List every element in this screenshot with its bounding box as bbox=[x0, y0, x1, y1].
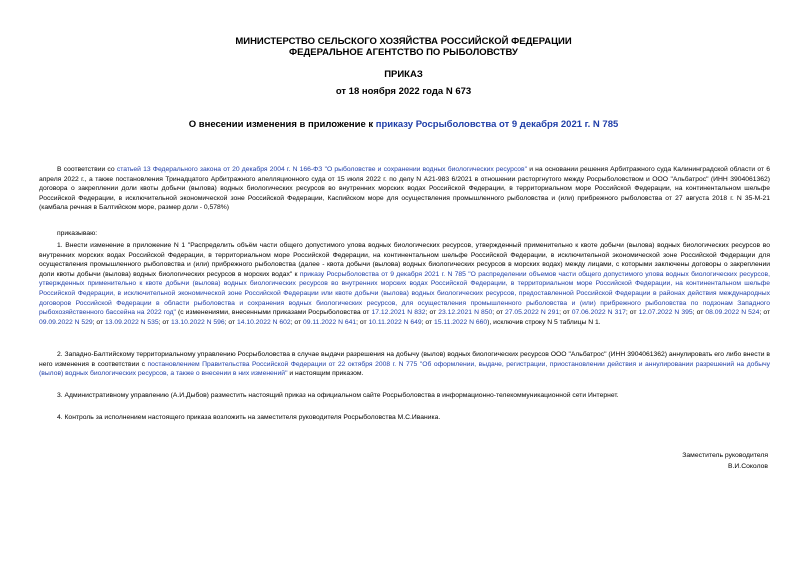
amendment-link[interactable]: 09.09.2022 N 529 bbox=[39, 318, 93, 326]
amendment-link[interactable]: 17.12.2021 N 832 bbox=[371, 309, 426, 317]
amendment-link[interactable]: 13.09.2022 N 535 bbox=[105, 318, 159, 326]
item-2-paragraph bbox=[39, 350, 770, 379]
preamble-text: и на основании решения Арбитражного суда Калининградской области от 6 апреля 2022 г., а также постановления Тринадцатого Арбитражного апелляционного суда от 15 июля 2022 г. по делу N А21-983 6/2021 в отношении расторгнутого между Росрыболовством и ООО "Альбатрос" (ИНН 3904061362) договора о закреплении доли квоты добычи (вылова) водных биологических ресурсов во внутренних морских водах Российской Федерации, в территориальном море Российской Федерации, на континентальном шельфе Российской Федерации, в исключительной экономической зоне Российской Федерации, Каспийском море для осуществления промышленного рыболовства и (или) прибрежного рыболовства от 27 августа 2018 г. N 35-М-21 (камбала речная в Балтийском море, размер доли - 0,578%) bbox=[39, 166, 770, 212]
item-1-text: (с изменениями, внесенными приказами Росрыболовства от bbox=[175, 309, 372, 317]
document-type: ПРИКАЗ bbox=[384, 69, 423, 80]
item-1-text: ; от bbox=[290, 318, 303, 326]
item-1-text: 1. Внести изменение в приложение N 1 "Распределить объём части общего допустимого улова водных биологических ресурсов, утвержденный применительно к квоте добычи (вылова) водных биологических ресурсов во внутренних морских водах Российской Федерации, в территориальном море Российской Федерации, на континентальном шельфе Российской Федерации, в исключительной экономической зоне Российской Федерации для осуществления промышленного рыболовства и (или) прибрежного рыболовства (далее - квота добычи (вылова) водных биологических ресурсов в морских водах) между лицами, с которыми заключены договоры о закреплении доли квоты добычи (вылова) водных биологических ресурсов в морских водах" к bbox=[39, 242, 770, 278]
amendment-link[interactable]: 10.11.2022 N 649 bbox=[368, 318, 422, 326]
item-1-text: ; от bbox=[625, 309, 639, 317]
item-1-text: ; от bbox=[158, 318, 171, 326]
item-1-text: ; от bbox=[421, 318, 434, 326]
item-1-text: ; от bbox=[492, 309, 506, 317]
amendment-link[interactable]: 14.10.2022 N 602 bbox=[237, 318, 291, 326]
item-2-text: 2. Западно-Балтийскому территориальному управлению Росрыболовства в случае выдачи разрешения на добычу (вылов) водных биологических ресурсов ООО "Альбатрос" (ИНН 3904061362) аннулировать его либо внести в него изменения в соответствии с bbox=[39, 351, 770, 368]
government-decree-link[interactable]: постановлением Правительства Российской Федерации от 22 октября 2008 г. N 775 "Об оформлении, выдаче, регистрации, приостановлении действия и аннулировании разрешений на добычу (вылов) водных биологических ресурсов, а также о внесении в них изменений" bbox=[39, 360, 770, 378]
item-1-text: ; от bbox=[759, 309, 771, 317]
law-link[interactable]: статьей 13 Федерального закона от 20 декабря 2004 г. N 166-ФЗ "О рыболовстве и сохранении водных биологических ресурсов" bbox=[116, 166, 528, 173]
item-3-paragraph: 3. Административному управлению (А.И.Дыбов) разместить настоящий приказ на официальном сайте Росрыболовства в информационно-телекоммуникационной сети Интернет. bbox=[57, 392, 619, 399]
preamble-paragraph bbox=[39, 165, 770, 213]
signature-position: Заместитель руководителя bbox=[682, 452, 768, 459]
title-link[interactable]: приказу Росрыболовства от 9 декабря 2021 г. N 785 bbox=[375, 119, 619, 130]
amendment-link[interactable]: 12.07.2022 N 395 bbox=[638, 309, 693, 317]
amendment-link[interactable]: 13.10.2022 N 596 bbox=[171, 318, 225, 326]
preamble-text: В соответствии со bbox=[57, 166, 117, 173]
order-word: приказываю: bbox=[57, 230, 98, 237]
document-title bbox=[0, 119, 807, 130]
order-785-link[interactable]: приказу Росрыболовства от 9 декабря 2021 г. N 785 "О распределении объемов части общего допустимого улова водных биологических ресурсов, утвержденных применительно к квоте добычи (вылова) водных биологических ресурсов во внутренних морских водах Российской Федерации, в территориальном море Российской Федерации, на континентальном шельфе Российской Федерации, в исключительной экономической зоне Российской Федерации или квоте добычи (вылова) водных биологических ресурсов, предоставленной Российской Федерации в районах действия международных договоров Российской Федерации в области рыболовства и сохранения водных биологических ресурсов, для осуществления промышленного рыболовства и (или) прибрежного рыболовства по подзонам Западного рыбохозяйственного бассейна на 2022 год" bbox=[39, 270, 770, 317]
item-1-text: ; от bbox=[92, 318, 105, 326]
ministry-heading: МИНИСТЕРСТВО СЕЛЬСКОГО ХОЗЯЙСТВА РОССИЙСКОЙ ФЕДЕРАЦИИ bbox=[235, 36, 572, 47]
title-prefix: О внесении изменения в приложение к bbox=[188, 119, 376, 130]
item-1-text: ), исключив строку N 5 таблицы N 1. bbox=[487, 318, 601, 326]
item-1-paragraph bbox=[39, 241, 770, 327]
item-1-text: ; от bbox=[224, 318, 237, 326]
item-1-text: ; от bbox=[425, 309, 439, 317]
agency-heading: ФЕДЕРАЛЬНОЕ АГЕНТСТВО ПО РЫБОЛОВСТВУ bbox=[289, 47, 518, 58]
document-date-number: от 18 ноября 2022 года N 673 bbox=[335, 86, 472, 97]
amendment-link[interactable]: 08.09.2022 N 524 bbox=[705, 309, 760, 317]
amendment-link[interactable]: 09.11.2022 N 641 bbox=[303, 318, 357, 326]
item-1-text: ; от bbox=[559, 309, 572, 317]
amendment-link[interactable]: 07.06.2022 N 317 bbox=[571, 309, 626, 317]
item-2-text: и настоящим приказом. bbox=[287, 370, 364, 378]
amendment-link[interactable]: 27.05.2022 N 291 bbox=[505, 309, 560, 317]
amendment-link[interactable]: 15.11.2022 N 660 bbox=[434, 318, 488, 326]
amendment-link[interactable]: 23.12.2021 N 850 bbox=[438, 309, 493, 317]
item-1-text: ; от bbox=[692, 309, 706, 317]
item-4-paragraph: 4. Контроль за исполнением настоящего приказа возложить на заместителя руководителя Росрыболовства М.С.Иваника. bbox=[57, 414, 441, 421]
signature-name: В.И.Соколов bbox=[728, 463, 768, 470]
item-1-text: ; от bbox=[356, 318, 369, 326]
